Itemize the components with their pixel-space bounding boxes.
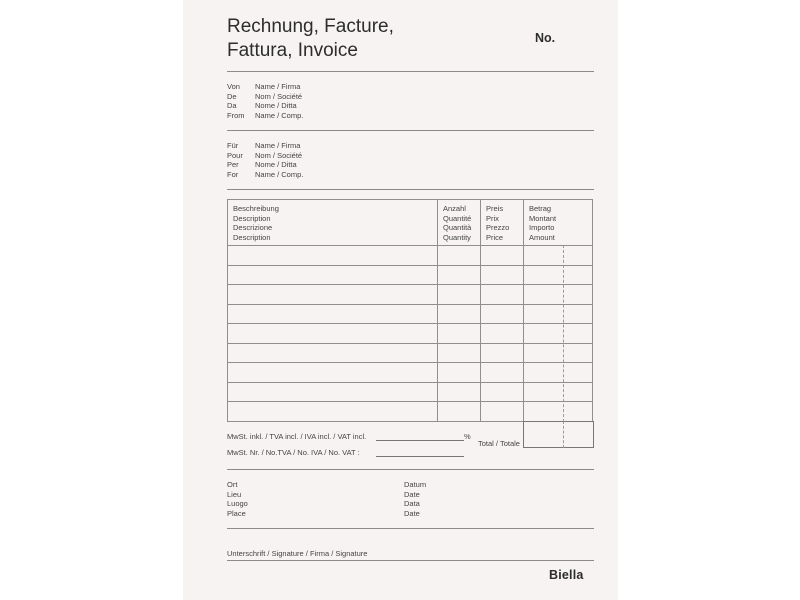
title-line-2: Fattura, Invoice: [227, 40, 358, 61]
from-label-fr: De: [227, 91, 237, 101]
header-text: Betrag: [529, 204, 552, 213]
place-labels: [227, 480, 248, 519]
from-labels: [227, 82, 245, 121]
signature-line: [227, 560, 594, 561]
to-label-fr: Pour: [227, 150, 243, 160]
header-text: Price: [486, 233, 504, 243]
vat-number-label: MwSt. Nr. / No.TVA / No. IVA / No. VAT :: [227, 448, 360, 457]
header-text: Prix: [486, 213, 499, 223]
column-divider: [523, 199, 524, 422]
table-row: [227, 245, 593, 246]
table-row: [227, 382, 593, 383]
header-text: Preis: [486, 204, 504, 213]
header-text: Quantité: [443, 213, 472, 223]
table-row: [227, 265, 593, 266]
from-field-de: Name / Firma: [255, 82, 301, 91]
date-label-it: Data: [404, 499, 420, 509]
from-label-en: From: [227, 111, 245, 121]
from-label-de: Von: [227, 82, 240, 91]
place-label-fr: Lieu: [227, 489, 242, 499]
form-title: [227, 15, 394, 63]
to-field-it: Nome / Ditta: [255, 160, 297, 170]
header-text: Amount: [529, 233, 555, 243]
column-divider: [480, 199, 481, 422]
table-row: [227, 343, 593, 344]
cents-divider: [563, 245, 564, 422]
from-field-en: Name / Comp.: [255, 111, 304, 121]
divider: [227, 189, 594, 190]
header-text: Beschreibung: [233, 204, 279, 213]
to-field-fr: Nom / Société: [255, 150, 303, 160]
date-label-en: Date: [404, 509, 420, 519]
place-label-en: Place: [227, 509, 246, 519]
vat-rate-line: [376, 440, 464, 441]
place-label-de: Ort: [227, 480, 238, 489]
header-quantity: [443, 204, 471, 243]
total-label: Total / Totale: [478, 439, 520, 448]
to-fields: [255, 141, 303, 180]
header-text: Descrizione: [233, 223, 273, 233]
header-text: Quantity: [443, 233, 471, 243]
date-label-fr: Date: [404, 489, 420, 499]
signature-label: Unterschrift / Signature / Firma / Signature: [227, 549, 368, 558]
divider: [227, 528, 594, 529]
total-cents-divider: [563, 421, 564, 448]
percent-sign: %: [464, 432, 471, 441]
table-row: [227, 323, 593, 324]
brand-logo: Biella: [549, 568, 584, 582]
vat-included-label: MwSt. inkl. / TVA incl. / IVA incl. / VAT incl.: [227, 432, 367, 441]
to-label-en: For: [227, 170, 239, 180]
to-label-it: Per: [227, 160, 239, 170]
header-description: [233, 204, 279, 243]
to-label-de: Für: [227, 141, 239, 150]
table-row: [227, 401, 593, 402]
header-text: Quantità: [443, 223, 472, 233]
place-label-it: Luogo: [227, 499, 248, 509]
to-field-de: Name / Firma: [255, 141, 301, 150]
header-price: [486, 204, 509, 243]
header-text: Description: [233, 233, 271, 243]
column-divider: [437, 199, 438, 422]
header-text: Importo: [529, 223, 555, 233]
header-amount: [529, 204, 556, 243]
invoice-number-label: No.: [535, 31, 556, 45]
from-label-it: Da: [227, 101, 237, 111]
date-label-de: Datum: [404, 480, 427, 489]
vat-number-line: [376, 456, 464, 457]
to-labels: [227, 141, 243, 180]
table-row: [227, 284, 593, 285]
divider: [227, 71, 594, 72]
table-row: [227, 362, 593, 363]
date-labels: [404, 480, 426, 519]
from-field-fr: Nom / Société: [255, 91, 303, 101]
divider: [227, 130, 594, 131]
to-field-en: Name / Comp.: [255, 170, 304, 180]
title-line-1: Rechnung, Facture,: [227, 16, 394, 37]
from-fields: [255, 82, 303, 121]
total-box: [523, 421, 594, 448]
header-text: Description: [233, 213, 271, 223]
header-text: Anzahl: [443, 204, 466, 213]
invoice-form: [183, 0, 618, 600]
header-text: Prezzo: [486, 223, 510, 233]
divider: [227, 469, 594, 470]
header-text: Montant: [529, 213, 557, 223]
from-field-it: Nome / Ditta: [255, 101, 297, 111]
table-row: [227, 304, 593, 305]
